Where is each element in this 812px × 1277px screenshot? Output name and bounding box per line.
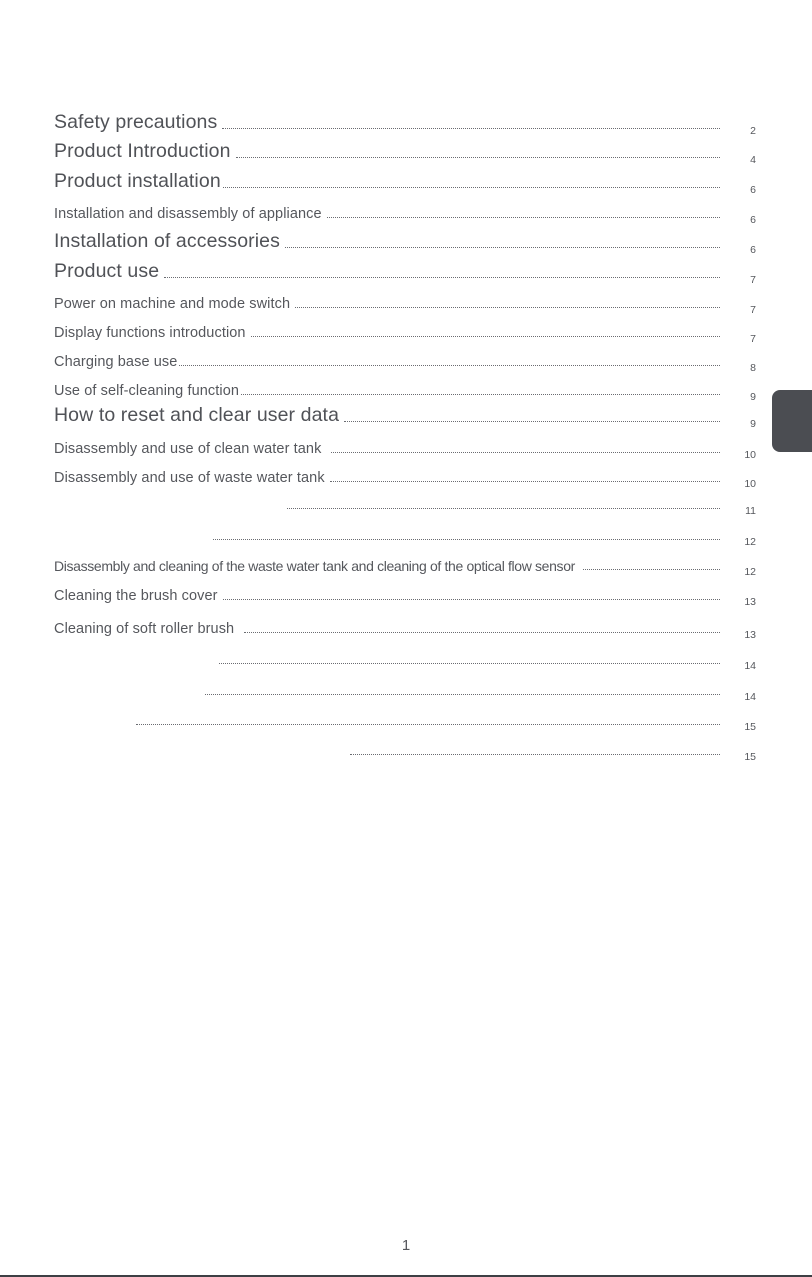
toc-entry-title: Product use <box>54 259 160 282</box>
toc-leader <box>330 481 720 482</box>
toc-entry-title: Safety precautions <box>54 110 218 133</box>
toc-leader <box>344 421 720 422</box>
toc-entry[interactable] <box>54 575 756 608</box>
toc-page-number: 8 <box>750 361 756 374</box>
toc-entry-title: Cleaning of soft roller brush <box>54 620 235 637</box>
toc-page-number: 4 <box>750 153 756 166</box>
toc-page-number: 7 <box>750 332 756 345</box>
toc-page-number: 13 <box>744 628 756 641</box>
toc-page-number: 12 <box>744 565 756 578</box>
toc-leader <box>236 157 720 158</box>
toc-page-number: 7 <box>750 273 756 286</box>
toc-entry[interactable] <box>54 608 756 641</box>
toc-entry[interactable] <box>54 670 756 703</box>
toc-entry[interactable] <box>54 163 756 196</box>
toc-leader <box>205 694 720 695</box>
toc-entry-title: Installation of accessories <box>54 229 280 252</box>
toc-page-number: 12 <box>744 535 756 548</box>
toc-page-number: 6 <box>750 243 756 256</box>
toc-page-number: 11 <box>745 504 756 517</box>
toc-entry[interactable] <box>54 457 756 490</box>
toc-entry[interactable] <box>54 484 756 517</box>
toc-entry-title: Disassembly and cleaning of the waste water tank and cleaning of the optical flow sensor <box>54 558 575 574</box>
toc-entry[interactable] <box>54 370 756 403</box>
toc-leader <box>350 754 720 755</box>
page-number: 1 <box>401 1237 411 1254</box>
toc-entry[interactable] <box>54 283 756 316</box>
toc-entry[interactable] <box>54 700 756 733</box>
toc-entry[interactable] <box>54 133 756 166</box>
toc-leader <box>223 599 720 600</box>
toc-entry[interactable] <box>54 545 756 578</box>
toc-entry-title: Use of self-cleaning function <box>54 382 240 399</box>
toc-leader <box>251 336 720 337</box>
toc-entry-title: How to reset and clear user data <box>54 403 340 426</box>
toc-page-number: 15 <box>744 720 756 733</box>
toc-page-number: 14 <box>744 690 756 703</box>
toc-leader <box>219 663 720 664</box>
toc-entry-title: Display functions introduction <box>54 324 246 341</box>
toc-leader <box>213 539 720 540</box>
toc-page-number: 9 <box>750 390 756 403</box>
toc-entry-title: Cleaning the brush cover <box>54 587 218 604</box>
toc-entry-title: Power on machine and mode switch <box>54 295 291 312</box>
toc-page-number: 15 <box>744 750 756 763</box>
toc-leader <box>287 508 720 509</box>
toc-entry-title: Installation and disassembly of appliance <box>54 205 322 222</box>
toc-page-number: 2 <box>750 124 756 137</box>
toc-page-number: 14 <box>744 659 756 672</box>
toc-entry[interactable] <box>54 312 756 345</box>
toc-leader <box>295 307 720 308</box>
toc-page-number: 13 <box>744 595 756 608</box>
toc-entry[interactable] <box>54 730 756 763</box>
toc-entry-title: Disassembly and use of clean water tank <box>54 440 322 457</box>
toc-entry[interactable] <box>54 397 756 430</box>
toc-leader <box>223 187 720 188</box>
toc-page-number: 6 <box>750 213 756 226</box>
toc-entry[interactable] <box>54 223 756 256</box>
toc-leader <box>179 365 720 366</box>
toc-entry[interactable] <box>54 639 756 672</box>
toc-leader <box>222 128 720 129</box>
toc-page-number: 7 <box>750 303 756 316</box>
toc-leader <box>331 452 720 453</box>
toc-leader <box>244 632 720 633</box>
toc-page-number: 10 <box>744 477 756 490</box>
toc-leader <box>136 724 720 725</box>
section-tab <box>772 390 812 452</box>
toc-entry-title: Charging base use <box>54 353 178 370</box>
toc-entry[interactable] <box>54 193 756 226</box>
toc-leader <box>241 394 720 395</box>
toc-entry[interactable] <box>54 104 756 137</box>
toc-page-number: 6 <box>750 183 756 196</box>
toc-entry[interactable] <box>54 428 756 461</box>
toc-leader <box>583 569 720 570</box>
toc-page-number: 10 <box>744 448 756 461</box>
toc-page-number: 9 <box>750 417 756 430</box>
toc-entry-title: Product Introduction <box>54 139 231 162</box>
toc-entry-title: Disassembly and use of waste water tank <box>54 469 325 486</box>
toc-entry-title: Product installation <box>54 169 221 192</box>
toc-entry[interactable] <box>54 253 756 286</box>
toc-leader <box>327 217 720 218</box>
toc-entry[interactable] <box>54 341 756 374</box>
toc-leader <box>285 247 720 248</box>
toc-entry[interactable] <box>54 515 756 548</box>
toc-leader <box>164 277 720 278</box>
